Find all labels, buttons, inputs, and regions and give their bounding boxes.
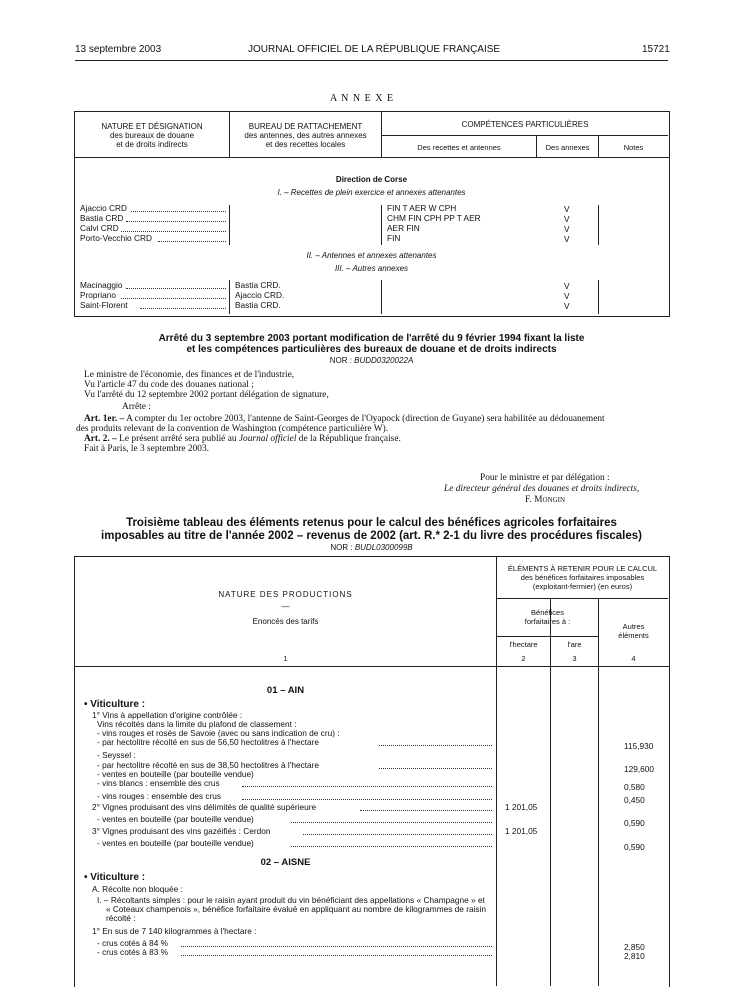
annexe-row-annex-mark: V <box>564 214 570 224</box>
annexe-col3a-header: Des recettes et antennes <box>417 143 501 152</box>
tableau-row-text: - ventes en bouteille (par bouteille vendue) <box>97 769 254 779</box>
annexe-row-name: Porto-Vecchio CRD <box>80 233 152 243</box>
tableau-row-text: « Coteaux champenois », bénéfice forfaitaire évalué en appliquant au nombre de kilogrammes de raisin <box>106 904 487 914</box>
tableau-nor: NOR : BUDL0300099B <box>330 543 413 552</box>
tableau-title: Troisième tableau des éléments retenus pour le calcul des bénéfices agricoles forfaitaires imposables au titre de l'année 2002 – revenus de 2002 (art. R.* 2-1 du livre des procédures fiscales) <box>101 517 642 542</box>
tableau-section-heading: • Viticulture : <box>84 699 146 710</box>
annexe-row-name: Bastia CRD <box>80 213 124 223</box>
tableau-cell-autres: 0,590 <box>624 842 645 852</box>
annexe-col1-header: NATURE ET DÉSIGNATION des bureaux de douane et de droits indirects <box>101 122 203 149</box>
tableau-row-leader <box>242 799 492 800</box>
tableau-col1-dash: — <box>281 602 290 611</box>
tableau-row-leader <box>379 745 492 746</box>
annexe-row-annex-mark: V <box>564 281 570 291</box>
tableau-row-leader <box>242 786 492 787</box>
arrete-body: Le ministre de l'économie, des finances et de l'industrie, Vu l'article 47 du code des douanes national ; Vu l'arrêté du 12 septembre 2002 portant délégation de signature, Arrête : Art. 1er. – A compter du 1er octobre 2003, l'antenne de Saint-Georges de l'Oyapock (direction de Guyane) sera habilitée au dédouanement des produits relevant de la convention de Washington (compétence particulière W). Art. 2. – Le présent arrêté sera publié au Journal officiel de la République française. Fait à Paris, le 3 septembre 2003. <box>76 370 605 454</box>
annexe-row-name: Ajaccio CRD <box>80 203 128 213</box>
tableau-cell-hectare: 1 201,05 <box>505 802 538 812</box>
annexe-row-bureau: Ajaccio CRD. <box>235 290 285 300</box>
annexe-row-leader <box>140 308 226 309</box>
tableau-section-heading: • Viticulture : <box>84 872 146 883</box>
tableau-cell-autres: 129,600 <box>624 764 654 774</box>
tableau-colnum-3: 3 <box>572 654 577 663</box>
tableau-colnum-2: 2 <box>521 654 526 663</box>
annexe-row-name: Propriano <box>80 290 116 300</box>
annexe-row-leader <box>121 231 226 232</box>
tableau-cell-hectare: 1 201,05 <box>505 826 538 836</box>
tableau-row-text: A. Récolte non bloquée : <box>92 884 183 894</box>
tableau-colnum-4: 4 <box>631 654 636 663</box>
tableau-row-text: Vins récoltés dans la limite du plafond de classement : <box>97 719 297 729</box>
annexe-row-annex-mark: V <box>564 204 570 214</box>
annexe-row-leader <box>121 298 226 299</box>
annexe-col3-header: COMPÉTENCES PARTICULIÈRES <box>461 120 589 129</box>
annexe-title: A N N E X E <box>330 93 395 104</box>
tableau-row-text: - vins blancs : ensemble des crus <box>97 778 220 788</box>
tableau-are-header: l'are <box>567 640 582 649</box>
annexe-row-competences: CHM FIN CPH PP T AER <box>387 213 481 223</box>
tableau-row-text: - vins rouges : ensemble des crus <box>97 791 222 801</box>
tableau-cell-autres: 0,450 <box>624 795 645 805</box>
annexe-row-leader <box>126 221 226 222</box>
tableau-row-leader <box>379 768 492 769</box>
annexe-row-bureau: Bastia CRD. <box>235 280 281 290</box>
tableau-elements-header: ÉLÉMENTS À RETENIR POUR LE CALCUL des bénéfices forfaitaires imposables (exploitant-fermier) (en euros) <box>507 564 658 591</box>
tableau-row-text: 3° Vignes produisant des vins gazéifiés : Cerdon <box>92 826 271 836</box>
annexe-row-name: Saint-Florent <box>80 300 128 310</box>
tableau-benefices-header: Bénéfices forfaitaires à : <box>524 608 571 626</box>
annexe-row-bureau: Bastia CRD. <box>235 300 281 310</box>
tableau-row-leader <box>303 834 492 835</box>
tableau-row-text: récolté : <box>106 913 136 923</box>
annexe-col3b-header: Des annexes <box>545 143 590 152</box>
annexe-row-annex-mark: V <box>564 224 570 234</box>
tableau-row-text: 1° En sus de 7 140 kilogrammes à l'hectare : <box>92 926 257 936</box>
tableau-col1-subheader: Enoncés des tarifs <box>252 617 319 626</box>
tableau-row-text: 1° Vins à appellation d'origine contrôlée : <box>92 710 243 720</box>
tableau-cell-autres: 0,590 <box>624 818 645 828</box>
tableau-col1-header: NATURE DES PRODUCTIONS <box>218 590 353 599</box>
tableau-row-text: - Seyssel : <box>97 750 136 760</box>
annexe-section-3: III. – Autres annexes <box>334 264 409 273</box>
tableau-cell-autres: 115,930 <box>624 741 654 751</box>
annexe-col3c-header: Notes <box>623 143 644 152</box>
tableau-row-text: - par hectolitre récolté en sus de 56,50 hectolitres à l'hectare <box>97 737 320 747</box>
tableau-row-text: 2° Vignes produisant des vins délimités de qualité supérieure <box>92 802 317 812</box>
tableau-row-text: - ventes en bouteille (par bouteille vendue) <box>97 838 254 848</box>
tableau-dept-heading: 01 – AIN <box>266 685 305 696</box>
tableau-cell-autres: 2,810 <box>624 951 645 961</box>
annexe-section-1: I. – Recettes de plein exercice et annexes attenantes <box>277 188 466 197</box>
header-page-number: 15721 <box>642 44 670 55</box>
tableau-row-leader <box>291 846 492 847</box>
arrete-signature: Pour le ministre et par délégation : Le directeur général des douanes et droits indirects, F. Mongin <box>444 473 640 505</box>
tableau-colnum-1: 1 <box>283 654 288 663</box>
tableau-autres-header: Autres éléments <box>618 622 649 640</box>
annexe-row-annex-mark: V <box>564 291 570 301</box>
tableau-row-text: - par hectolitre récolté en sus de 38,50 hectolitres à l'hectare <box>97 760 320 770</box>
tableau-row-text: - ventes en bouteille (par bouteille vendue) <box>97 814 254 824</box>
tableau-row-leader <box>360 810 492 811</box>
annexe-row-leader <box>158 241 226 242</box>
annexe-row-leader <box>126 288 226 289</box>
tableau-cell-autres: 0,580 <box>624 782 645 792</box>
annexe-row-annex-mark: V <box>564 301 570 311</box>
annexe-row-name: Calvi CRD <box>80 223 119 233</box>
annexe-row-competences: FIN T AER W CPH <box>387 203 457 213</box>
annexe-col2-header: BUREAU DE RATTACHEMENT des antennes, des autres annexes et des recettes locales <box>244 122 367 149</box>
annexe-section-2: II. – Antennes et annexes attenantes <box>306 251 437 260</box>
annexe-row-annex-mark: V <box>564 234 570 244</box>
annexe-direction: Direction de Corse <box>335 175 408 184</box>
arrete-nor: NOR : BUDD0320022A <box>329 356 414 365</box>
annexe-row-competences: FIN <box>387 233 401 243</box>
tableau-row-leader <box>181 946 492 947</box>
header-date: 13 septembre 2003 <box>75 44 162 55</box>
tableau-row-text: - vins rouges et rosés de Savoie (avec ou sans indication de cru) : <box>97 728 340 738</box>
annexe-row-name: Macinaggio <box>80 280 123 290</box>
tableau-row-text: - crus cotés à 84 % <box>97 938 169 948</box>
annexe-row-leader <box>131 211 226 212</box>
header-journal-title: JOURNAL OFFICIEL DE LA RÉPUBLIQUE FRANÇAISE <box>248 44 501 55</box>
tableau-hectare-header: l'hectare <box>509 640 538 649</box>
tableau-dept-heading: 02 – AISNE <box>260 857 311 868</box>
annexe-row-competences: AER FIN <box>387 223 420 233</box>
tableau-row-leader <box>181 955 492 956</box>
arrete-title: Arrêté du 3 septembre 2003 portant modification de l'arrêté du 9 février 1994 fixant la liste et les compétences particulières des bureaux de douane et de droits indirects <box>158 333 585 355</box>
tableau-row-leader <box>291 822 492 823</box>
tableau-cell-autres: 2,850 <box>624 942 645 952</box>
tableau-row-text: I. – Récoltants simples : pour le raisin ayant produit du vin bénéficiant des appellations « Champagne » et <box>97 895 485 905</box>
header-rule <box>75 60 668 61</box>
tableau-row-text: - crus cotés à 83 % <box>97 947 169 957</box>
